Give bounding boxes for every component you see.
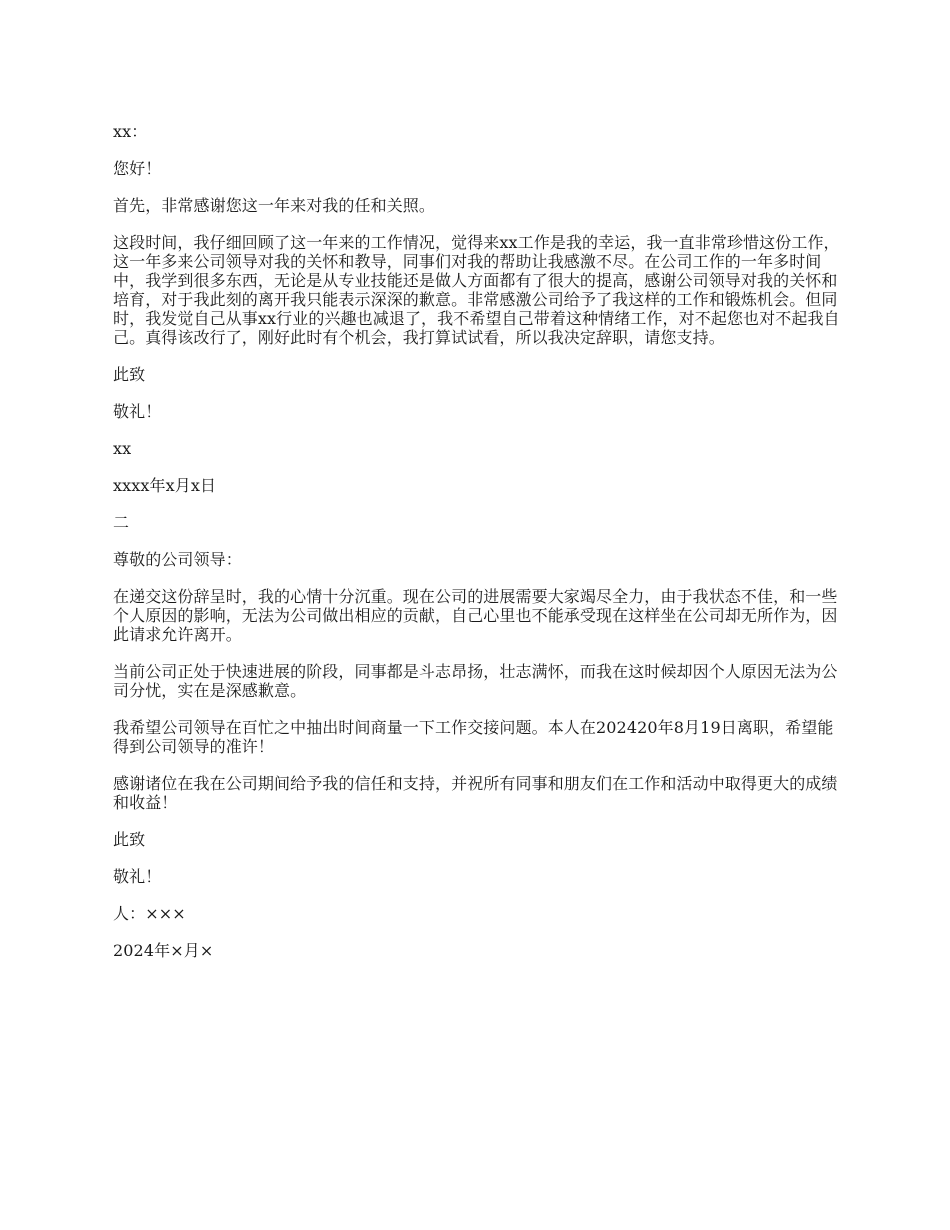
letter2-date: 2024年×月× bbox=[113, 941, 214, 960]
letter2-paragraph-1: 在递交这份辞呈时，我的心情十分沉重。现在公司的进展需要大家竭尽全力，由于我状态不佳，和一些个人原因的影响，无法为公司做出相应的贡献，自己心里也不能承受现在这样坐在公司却无所作为，因此请求允许离开。 bbox=[113, 587, 838, 644]
letter2-closing-2: 敬礼！ bbox=[113, 867, 162, 886]
document-page bbox=[113, 122, 841, 978]
section-number: 二 bbox=[113, 513, 130, 532]
letter1-body: 这段时间，我仔细回顾了这一年来的工作情况，觉得来xx工作是我的幸运，我一直非常珍惜这份工作，这一年多来公司领导对我的关怀和教导，同事们对我的帮助让我感激不尽。在公司工作的一年多时间中，我学到很多东西，无论是从专业技能还是做人方面都有了很大的提高，感谢公司领导对我的关怀和培育，对于我此刻的离开我只能表示深深的歉意。非常感激公司给予了我这样的工作和锻炼机会。但同时，我发觉自己从事xx行业的兴趣也减退了，我不希望自己带着这种情绪工作，对不起您也对不起我自己。真得该改行了，刚好此时有个机会，我打算试试看，所以我决定辞职，请您支持。 bbox=[113, 233, 840, 347]
letter1-closing-2: 敬礼！ bbox=[113, 402, 162, 421]
letter1-salutation: xx： bbox=[113, 122, 148, 141]
letter2-signature: 人：××× bbox=[113, 904, 186, 923]
letter2-paragraph-4: 感谢诸位在我在公司期间给予我的信任和支持，并祝所有同事和朋友们在工作和活动中取得更大的成绩和收益！ bbox=[113, 774, 838, 812]
letter2-paragraph-3: 我希望公司领导在百忙之中抽出时间商量一下工作交接问题。本人在202420年8月19日离职，希望能得到公司领导的准许！ bbox=[113, 718, 834, 756]
letter2-closing-1: 此致 bbox=[113, 830, 146, 849]
letter2-salutation: 尊敬的公司领导： bbox=[113, 550, 242, 569]
letter1-signature: xx bbox=[113, 439, 132, 458]
letter1-greeting: 您好！ bbox=[113, 159, 162, 178]
letter1-closing-1: 此致 bbox=[113, 365, 146, 384]
letter2-paragraph-2: 当前公司正处于快速进展的阶段，同事都是斗志昂扬，壮志满怀，而我在这时候却因个人原因无法为公司分忧，实在是深感歉意。 bbox=[113, 662, 838, 700]
letter1-thanks: 首先，非常感谢您这一年来对我的任和关照。 bbox=[113, 196, 436, 215]
letter1-date: xxxx年x月x日 bbox=[113, 476, 217, 495]
